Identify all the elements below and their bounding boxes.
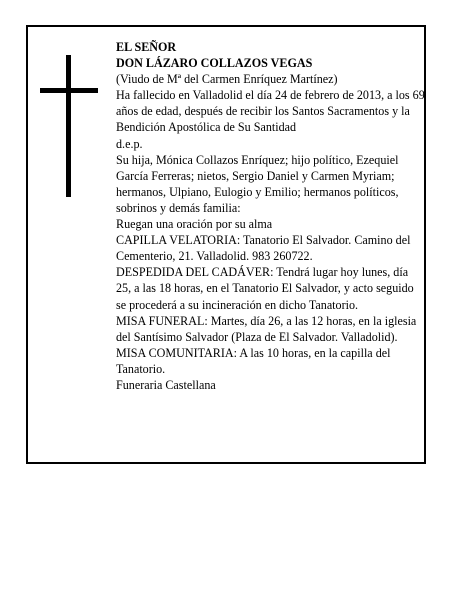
funeral-mass-label: MISA FUNERAL: xyxy=(116,313,208,328)
funeral-home: Funeraria Castellana xyxy=(116,377,216,392)
dep-line: d.e.p. xyxy=(116,136,143,151)
farewell-text: Tendrá lugar hoy lunes, día 25, a las 18 horas, en el Tanatorio El Salvador, y acto seguido se procederá a su incineración en dicho Tanatorio. xyxy=(116,265,414,312)
deceased-name: DON LÁZARO COLLAZOS VEGAS xyxy=(116,56,313,71)
chapel-paragraph xyxy=(116,232,426,264)
funeral-mass-text: Martes, día 26, a las 12 horas, en la iglesia del Santísimo Salvador (Plaza de El Salvador. Valladolid). xyxy=(116,313,417,344)
death-paragraph: Ha fallecido en Valladolid el día 24 de febrero de 2013, a los 69 años de edad, después de recibir los Santos Sacramentos y la Bendición Apostólica de Su Santidad xyxy=(116,88,425,135)
community-mass-paragraph xyxy=(116,345,426,377)
family-paragraph: Su hija, Mónica Collazos Enríquez; hijo político, Ezequiel García Ferreras; nietos, Sergio Daniel y Carmen Myriam; hermanos, Ulpiano, Eulogio y Emilio; hermanos políticos, sobrinos y demás familia: xyxy=(116,152,399,215)
community-mass-label: MISA COMUNITARIA: xyxy=(116,345,237,360)
cross-vertical-bar xyxy=(66,55,71,197)
notice-heading-line1: EL SEÑOR xyxy=(116,40,177,54)
obituary-notice xyxy=(26,25,426,464)
notice-text xyxy=(116,39,426,393)
farewell-paragraph xyxy=(116,264,426,312)
cross-horizontal-bar xyxy=(40,88,98,93)
prayer-request: Ruegan una oración por su alma xyxy=(116,217,273,232)
chapel-label: CAPILLA VELATORIA: xyxy=(116,233,241,248)
cross-icon xyxy=(40,55,98,197)
community-mass-text: A las 10 horas, en la capilla del Tanatorio. xyxy=(116,345,391,376)
farewell-label: DESPEDIDA DEL CADÁVER: xyxy=(116,265,274,280)
funeral-mass-paragraph xyxy=(116,313,426,345)
chapel-text: Tanatorio El Salvador. Camino del Cementerio, 21. Valladolid. 983 260722. xyxy=(116,233,411,264)
widow-line: (Viudo de Mª del Carmen Enríquez Martínez) xyxy=(116,72,338,87)
